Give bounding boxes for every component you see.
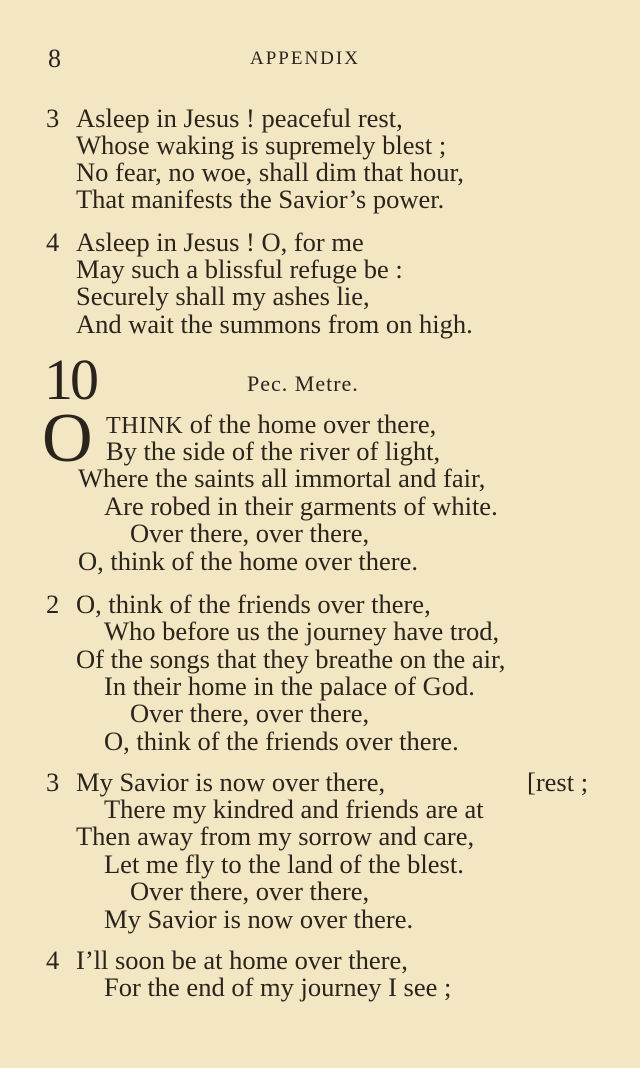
verse-line: Over there, over there, [130, 518, 370, 548]
verse-line: I’ll soon be at home over there, [76, 945, 408, 975]
verse-number: 3 [46, 767, 60, 797]
verse-line: No fear, no woe, shall dim that hour, [76, 157, 464, 187]
verse-line: Asleep in Jesus ! O, for me [76, 227, 364, 257]
verse-line: Let me fly to the land of the blest. [104, 849, 464, 879]
verse-line: Whose waking is supremely blest ; [76, 130, 447, 160]
first-word: THINK [106, 413, 184, 439]
verse-line: Then away from my sorrow and care, [76, 821, 475, 851]
hymn-number: 10 [44, 347, 96, 412]
running-head: APPENDIX [250, 48, 360, 69]
verse-line: For the end of my journey I see ; [104, 972, 452, 1002]
verse-line: There my kindred and friends are at [104, 794, 484, 824]
page-number: 8 [48, 44, 61, 73]
verse-line: O, think of the friends over there. [104, 726, 459, 756]
verse-line: Securely shall my ashes lie, [76, 281, 370, 311]
verse-line: My Savior is now over there. [104, 904, 414, 934]
verse-line: Of the songs that they breathe on the air, [76, 644, 506, 674]
verse-line: And wait the summons from on high. [76, 309, 473, 339]
verse-line: Are robed in their garments of white. [104, 491, 498, 521]
first-line-rest: of the home over there, [183, 409, 437, 439]
verse-line: My Savior is now over there, [76, 767, 386, 797]
verse-line: O, think of the friends over there, [76, 589, 431, 619]
verse-line: May such a blissful refuge be : [76, 254, 403, 284]
verse-line: O, think of the home over there. [78, 546, 418, 576]
verse-number: 4 [46, 227, 60, 257]
verse-line: That manifests the Savior’s power. [76, 184, 445, 214]
verse-line: Asleep in Jesus ! peaceful rest, [76, 103, 403, 133]
verse-line: Where the saints all immortal and fair, [78, 463, 486, 493]
verse-number: 3 [46, 103, 60, 133]
verse-line: By the side of the river of light, [106, 436, 441, 466]
verse-number: 4 [46, 945, 60, 975]
verse-line: In their home in the palace of God. [104, 671, 475, 701]
drop-cap: O [42, 400, 93, 477]
verse-line: Who before us the journey have trod, [104, 616, 500, 646]
verse-line-turnover: [rest ; [527, 767, 589, 797]
verse-line: Over there, over there, [130, 698, 370, 728]
verse-number: 2 [46, 589, 60, 619]
verse-line: Over there, over there, [130, 876, 370, 906]
hymn-metre: Pec. Metre. [247, 371, 359, 396]
page-header [0, 44, 640, 78]
